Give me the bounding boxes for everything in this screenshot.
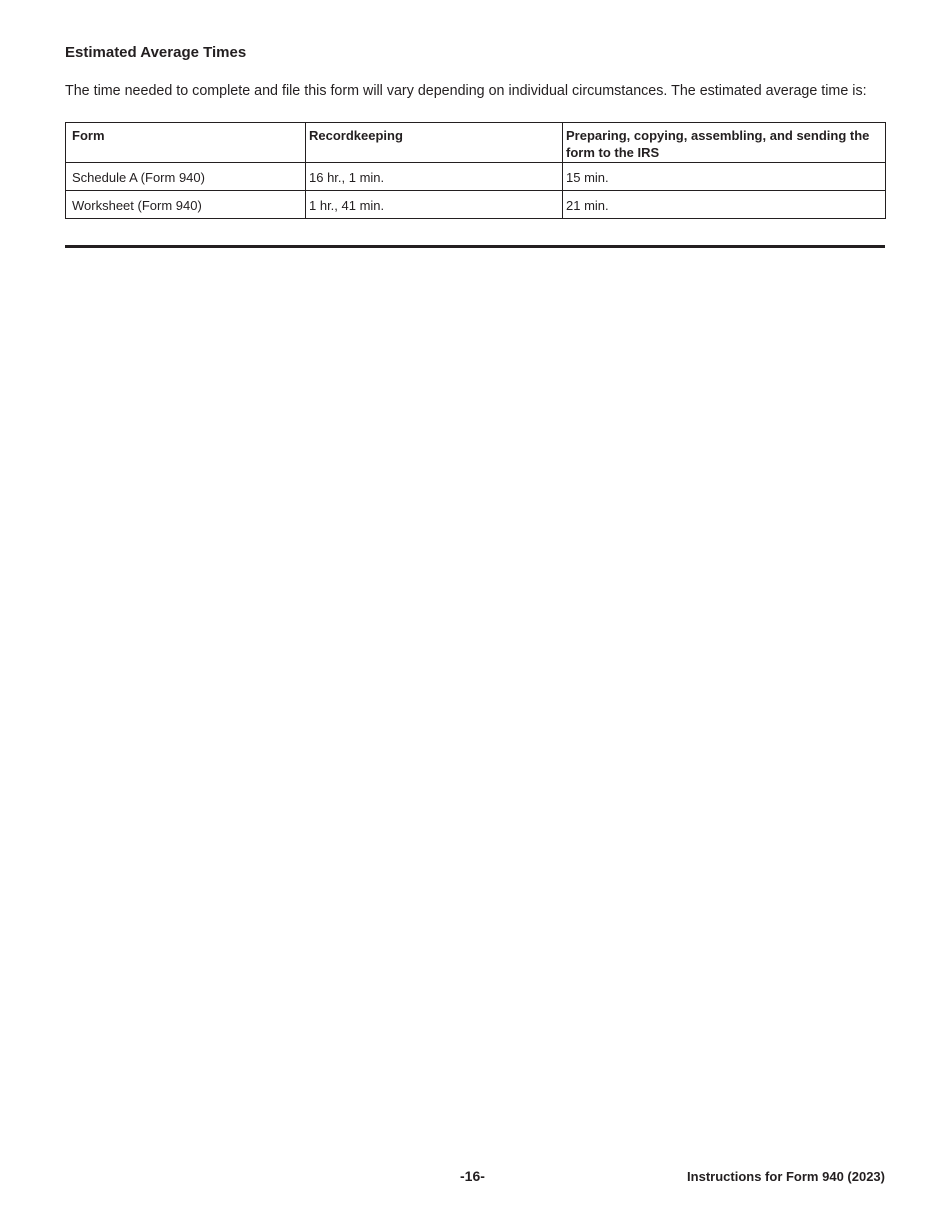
cell-form: Worksheet (Form 940): [66, 191, 306, 219]
header-recordkeeping: Recordkeeping: [306, 123, 563, 163]
table-row: [66, 163, 886, 191]
header-preparing: Preparing, copying, assembling, and sending the form to the IRS: [563, 123, 886, 163]
section-heading: Estimated Average Times: [65, 44, 247, 61]
section-divider: [65, 245, 885, 248]
page-number: -16-: [460, 1168, 485, 1184]
table-row: [66, 191, 886, 219]
cell-preparing: 21 min.: [563, 191, 886, 219]
footer-document-title: Instructions for Form 940 (2023): [687, 1169, 885, 1184]
intro-paragraph: The time needed to complete and file this form will vary depending on individual circumstances. The estimated average time is:: [65, 83, 867, 99]
cell-preparing: 15 min.: [563, 163, 886, 191]
cell-form: Schedule A (Form 940): [66, 163, 306, 191]
table-header-row: [66, 123, 886, 163]
cell-recordkeeping: 1 hr., 41 min.: [306, 191, 563, 219]
header-form: Form: [66, 123, 306, 163]
estimated-times-table: [65, 122, 886, 219]
cell-recordkeeping: 16 hr., 1 min.: [306, 163, 563, 191]
